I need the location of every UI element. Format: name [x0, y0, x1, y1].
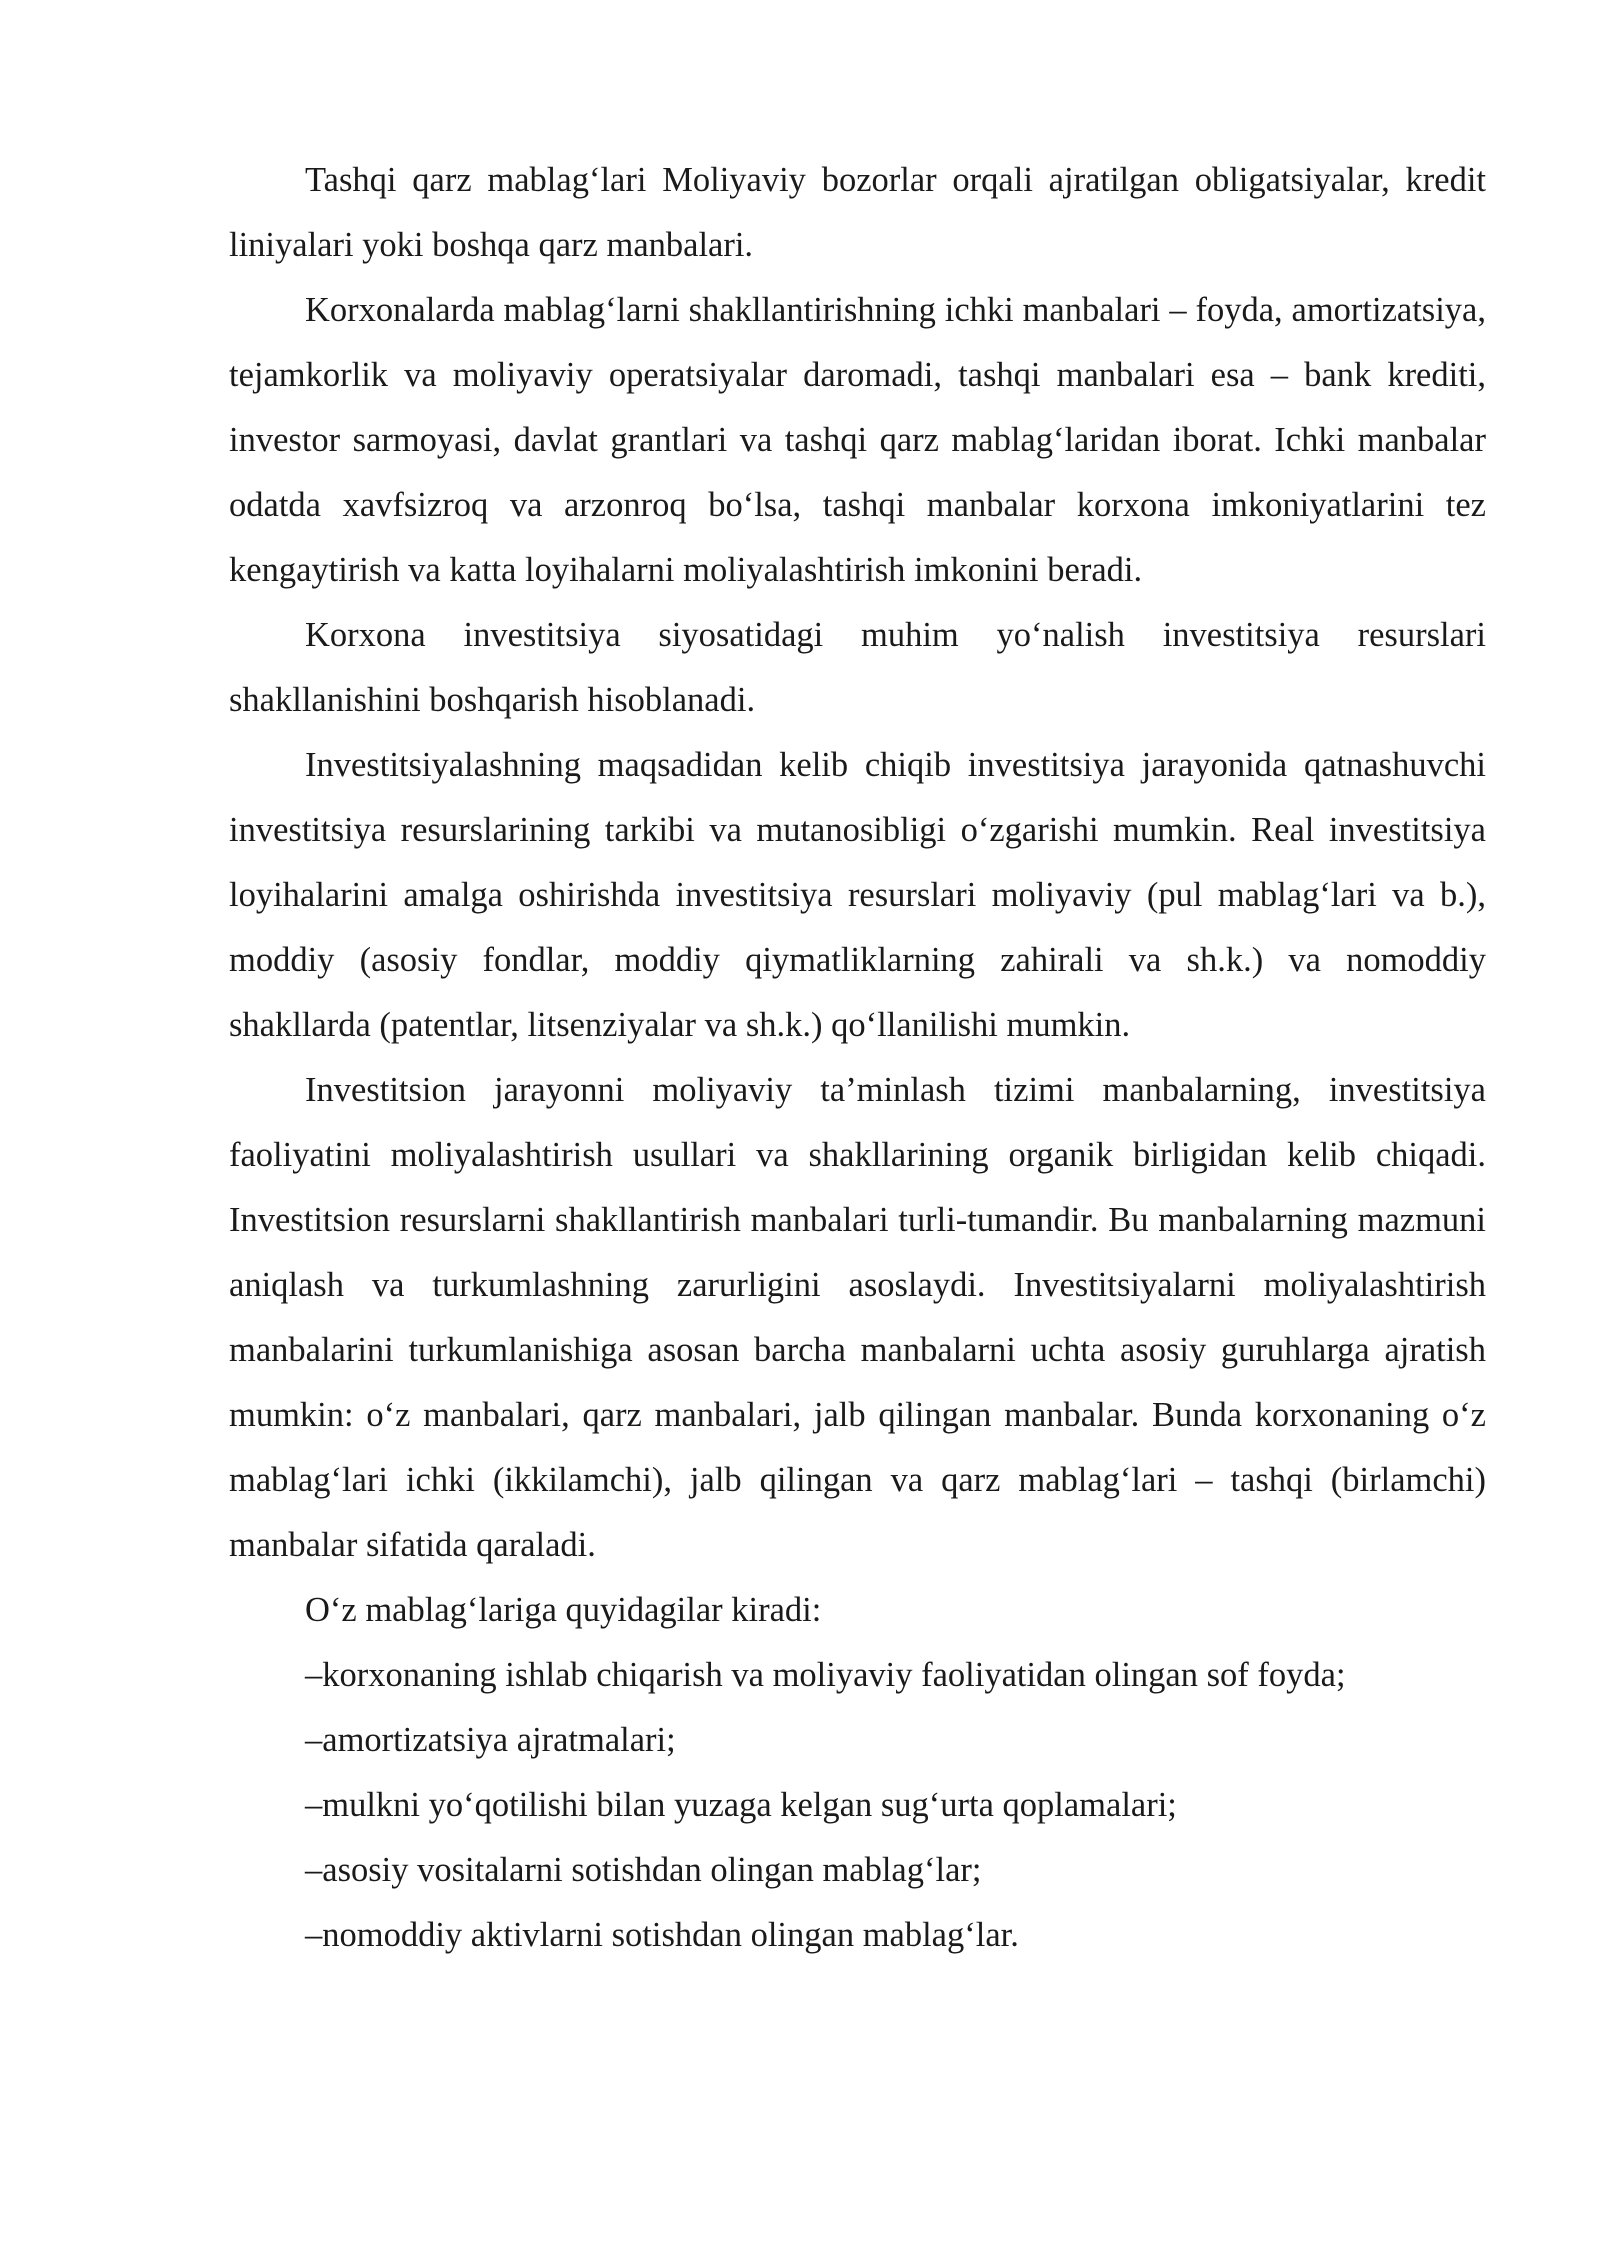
document-page — [229, 148, 1486, 1968]
paragraph-financing-system: Investitsion jarayonni moliyaviy ta’minlash tizimi manbalarning, investitsiya faoliyatini moliyalashtirish usullari va shakllarining organik birligidan kelib chiqadi. Investitsion resurslarni shakllantirish manbalari turli-tumandir. Bu manbalarning mazmuni aniqlash va turkumlashning zarurligini asoslaydi. Investitsiyalarni moliyalashtirish manbalarini turkumlanishiga asosan barcha manbalarni uchta asosiy guruhlarga ajratish mumkin: o‘z manbalari, qarz manbalari, jalb qilingan manbalar. Bunda korxonaning o‘z mablag‘lari ichki (ikkilamchi), jalb qilingan va qarz mablag‘lari – tashqi (birlamchi) manbalar sifatida qaraladi. — [229, 1071, 1486, 1564]
paragraph-own-funds-intro: O‘z mablag‘lariga quyidagilar kiradi: — [305, 1591, 822, 1629]
paragraph-internal-external-sources: Korxonalarda mablag‘larni shakllantirishning ichki manbalari – foyda, amortizatsiya, tejamkorlik va moliyaviy operatsiyalar daromadi, tashqi manbalari esa – bank krediti, investor sarmoyasi, davlat grantlari va tashqi qarz mablag‘laridan iborat. Ichki manbalar odatda xavfsizroq va arzonroq bo‘lsa, tashqi manbalar korxona imkoniyatlarini tez kengaytirish va katta loyihalarni moliyalashtirish imkonini beradi. — [229, 291, 1486, 589]
list-item-net-profit: –korxonaning ishlab chiqarish va moliyaviy faoliyatidan olingan sof foyda; — [305, 1656, 1346, 1694]
paragraph-investment-resources: Investitsiyalashning maqsadidan kelib chiqib investitsiya jarayonida qatnashuvchi investitsiya resurslarining tarkibi va mutanosibligi o‘zgarishi mumkin. Real investitsiya loyihalarini amalga oshirishda investitsiya resurslari moliyaviy (pul mablag‘lari va b.), moddiy (asosiy fondlar, moddiy qiymatliklarning zahirali va sh.k.) va nomoddiy shakllarda (patentlar, litsenziyalar va sh.k.) qo‘llanilishi mumkin. — [229, 746, 1486, 1044]
paragraph-investment-policy: Korxona investitsiya siyosatidagi muhim yo‘nalish investitsiya resurslari shakllanishini boshqarish hisoblanadi. — [229, 616, 1486, 719]
list-item-depreciation: –amortizatsiya ajratmalari; — [305, 1721, 676, 1759]
list-item-insurance: –mulkni yo‘qotilishi bilan yuzaga kelgan sug‘urta qoplamalari; — [305, 1786, 1177, 1824]
list-item-fixed-assets-sales: –asosiy vositalarni sotishdan olingan mablag‘lar; — [305, 1851, 982, 1889]
paragraph-external-debt: Tashqi qarz mablag‘lari Moliyaviy bozorlar orqali ajratilgan obligatsiyalar, kredit liniyalari yoki boshqa qarz manbalari. — [229, 161, 1486, 264]
list-item-intangible-assets-sales: –nomoddiy aktivlarni sotishdan olingan mablag‘lar. — [305, 1916, 1019, 1954]
